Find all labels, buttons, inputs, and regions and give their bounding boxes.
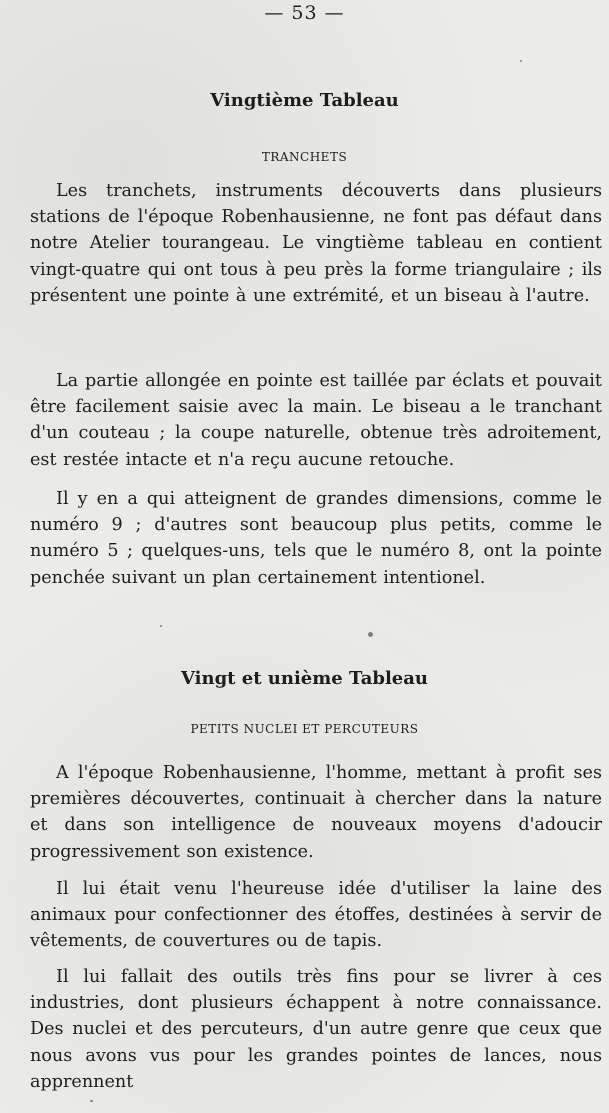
- paragraph: Les tranchets, instruments découverts dans plusieurs stations de l'époque Robenhausienne, ne font pas défaut dans notre Atelier tourangeau. Le vingtième tableau en contient vingt-quatre qui ont tous à peu près la forme triangulaire ; ils présentent une pointe à une extrémité, et un biseau à l'autre.: [30, 181, 602, 306]
- section-title-vingtieme: Vingtième Tableau: [210, 90, 399, 111]
- paragraph: A l'époque Robenhausienne, l'homme, mettant à profit ses premières découvertes, continuait à chercher dans la nature et dans son intelligence de nouveaux moyens d'adoucir progressivement son existence.: [30, 763, 602, 862]
- scan-speck: [520, 60, 522, 62]
- scan-speck: [90, 1100, 93, 1102]
- scan-speck: [368, 632, 373, 637]
- paragraph: Il lui fallait des outils très fins pour se livrer à ces industries, dont plusieurs échappent à notre connaissance. Des nuclei et des percuteurs, d'un autre genre que ceux que nous avons vus pour les grandes pointes de lances, nous apprennent: [30, 967, 602, 1092]
- paragraph: Il y en a qui atteignent de grandes dimensions, comme le numéro 9 ; d'autres sont beaucoup plus petits, comme le numéro 5 ; quelques-uns, tels que le numéro 8, ont la pointe penchée suivant un plan certainement intentionel.: [30, 489, 602, 588]
- section-subtitle-tranchets: TRANCHETS: [261, 150, 348, 164]
- section-subtitle-petits-nuclei: PETITS NUCLEI ET PERCUTEURS: [190, 722, 419, 736]
- section-title-vingt-et-unieme: Vingt et unième Tableau: [181, 668, 428, 689]
- paragraph: La partie allongée en pointe est taillée par éclats et pouvait être facilement saisie avec la main. Le biseau a le tranchant d'un couteau ; la coupe naturelle, obtenue très adroitement, est restée intacte et n'a reçu aucune retouche.: [30, 371, 602, 470]
- paragraph: Il lui était venu l'heureuse idée d'utiliser la laine des animaux pour confectionner des étoffes, destinées à servir de vêtements, de couvertures ou de tapis.: [30, 879, 602, 952]
- scan-speck: [160, 625, 162, 627]
- page-number: — 53 —: [264, 2, 345, 24]
